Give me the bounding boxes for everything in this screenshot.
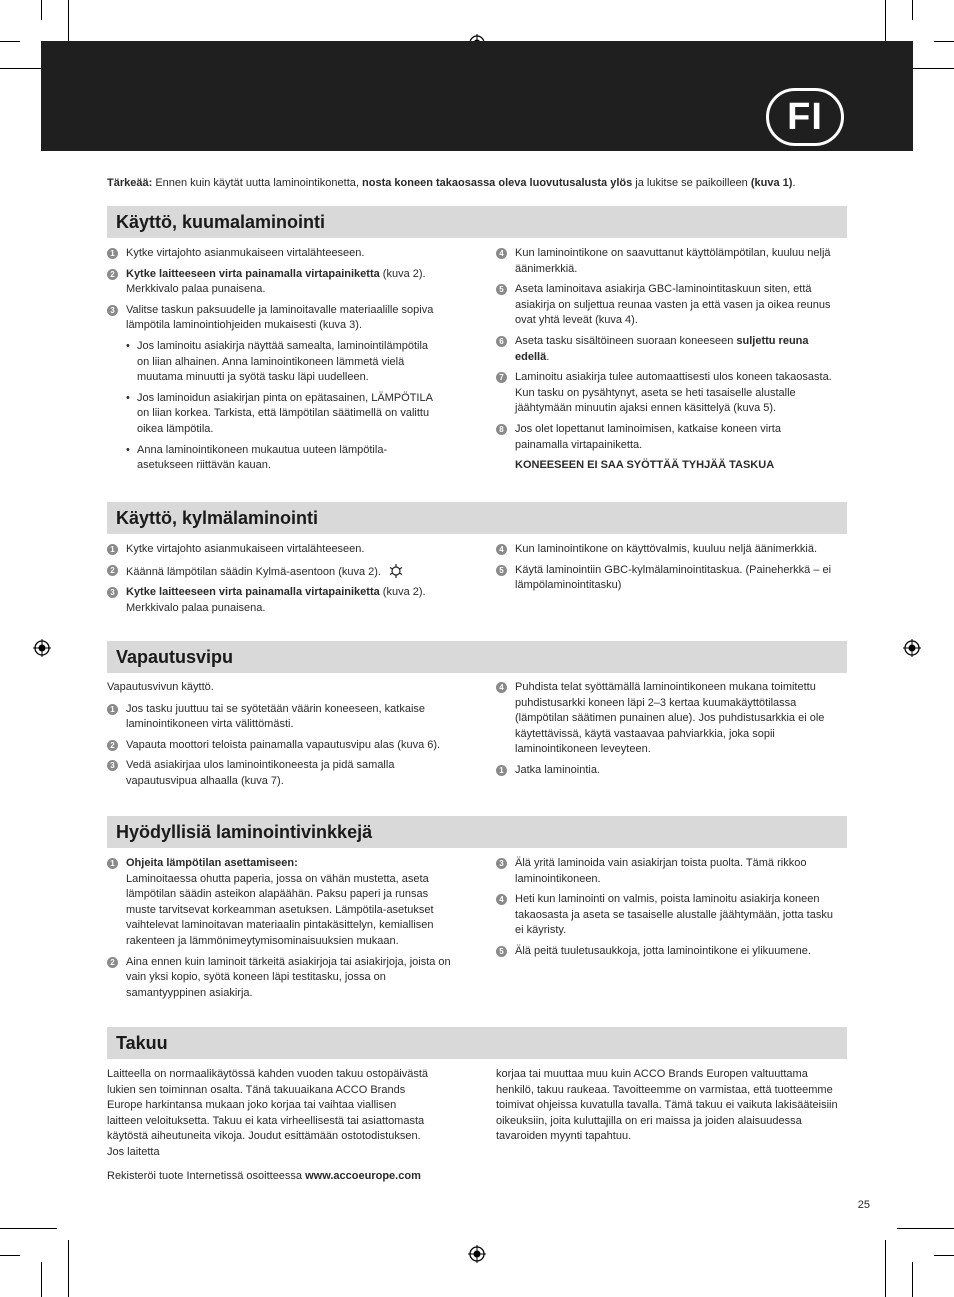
bullet-item: • Jos laminoitu asiakirja näyttää samealta, laminointilämpötila on liian alhainen. Anna laminointikoneen lämmetä vielä muutama minuutti ja syötä tasku läpi uudelleen. [107,339,443,386]
step-bold-text: Ohjeita lämpötilan asettamiseen: [126,857,298,869]
step-number: 2 [107,957,118,968]
step-text: . [546,350,550,363]
list-item [496,680,826,758]
intro-text: Ennen kuin käytät uutta laminointikonetta, [152,177,363,189]
crop-mark [0,1255,20,1256]
warranty-text: Laitteella on normaalikäytössä kahden vuoden takuu ostopäivästä lukien sen toiminnan osalta. Tänä takuuaikana ACCO Brands Europe harkintansa mukaan joko korjaa tai vaihtaa viallisen laitteen veloituksetta. Takuu ei kata virheellisestä tai asiattomasta käytöstä aiheutuneita vikoja. Joudut esittämään ostotodistuksen. Jos laitetta [107,1068,429,1158]
step-number: 2 [107,269,118,280]
step-number: 3 [496,858,507,869]
step-text: Aina ennen kuin laminoit tärkeitä asiakirjoja tai asiakirjoja, joista on vain yksi kopio, syötä koneen läpi testitasku, jossa on samantyyppinen asiakirja. [126,955,451,999]
step-text: Jatka laminointia. [515,763,600,776]
crop-mark [68,1240,69,1297]
list-item [107,563,443,581]
step-text: Jos olet lopettanut laminoimisen, katkaise koneen virta painamalla virtapainiketta. [515,422,781,451]
list-item [107,758,443,789]
left-column [107,542,443,621]
step-text: Käytä laminointiin GBC-kylmälaminointitaskua. (Paineherkkä – ei lämpölaminointitasku) [515,563,832,592]
step-number: 5 [496,565,507,576]
step-text: Älä yritä laminoida vain asiakirjan toista puolta. Tämä rikkoo laminointikoneen. [515,857,807,885]
intro-text: ja lukitse se paikoilleen [632,177,751,189]
registration-mark-icon [468,1245,486,1263]
step-number: 1 [496,765,507,776]
right-column [496,680,826,784]
step-number: 2 [107,740,118,751]
crop-mark [41,1262,42,1297]
warning-label: KONEESEEN EI SAA SYÖTTÄÄ TYHJÄÄ TASKUA [515,459,775,472]
step-text: Laminoitaessa ohutta paperia, jossa on vähän mustetta, aseta lämpötilan säädin asteikon alapäähän. Paksu paperi ja runsas muste tarvitsevat korkeamman asetuksen. Lämpötila-asetukset vaihtelevat laminoitavan materiaalin pintakäsittelyn, kemiallisen rakenteen ja lämmönimeytymisominaisuuksien mukaan. [126,872,434,947]
step-bold-text: suljettu reuna edellä [515,334,809,363]
list-item [107,856,459,950]
section-header [107,816,847,848]
step-text: (kuva 2). Merkkivalo palaa punaisena. [126,267,426,296]
step-text: Jos tasku juuttuu tai se syötetään väärin koneeseen, katkaise laminointikoneen virta välittömästi. [126,702,426,731]
list-item [107,955,459,1002]
list-item [107,267,443,298]
step-text: (kuva 2). Merkkivalo palaa punaisena. [126,586,426,614]
step-number: 6 [496,336,507,347]
step-text: Aseta laminoitava asiakirja GBC-laminointitaskuun siten, että asiakirja on suljettua reunaa vasten ja että vasen ja oikea reunus ovat yhtä leveät (kuva 4). [515,283,831,327]
section-title: Hyödyllisiä laminointivinkkejä [116,822,373,842]
list-item [496,944,837,960]
left-column [107,856,459,1006]
step-number: 8 [496,424,507,435]
crop-mark [0,41,20,42]
section-title: Takuu [116,1033,168,1053]
intro-figure-ref: (kuva 1) [750,177,793,189]
step-text: Laminoitu asiakirja tulee automaattisesti ulos koneen takaosasta. Kun tasku on pysähtynyt, aseta se heti tasaiselle alustalle jäähtymään minuutin ajaksi ennen käsittelyä (kuva 5). [515,371,832,415]
step-number: 5 [496,946,507,957]
warning-text [496,458,837,474]
step-text: Aseta tasku sisältöineen suoraan koneeseen [515,334,737,347]
list-item [496,856,837,887]
page-number: 25 [857,1199,870,1211]
list-item [107,303,443,334]
list-item [107,246,443,262]
language-badge: FI [766,88,844,146]
section-header [107,641,847,673]
step-number: 2 [107,565,118,576]
left-column [107,1067,433,1190]
right-column [496,246,837,479]
step-number: 7 [496,372,507,383]
step-text: Kytke virtajohto asianmukaiseen virtalähteeseen. [126,543,365,555]
step-text: Käännä lämpötilan säädin Kylmä-asentoon (kuva 2). [126,565,381,578]
warranty-text: korjaa tai muuttaa muu kuin ACCO Brands Europen valtuuttama henkilö, takuu raukeaa. Tavoitteemme on varmistaa, että tuotteemme toimivat ohjeissa kuvatulla tavalla. Tämä takuu ei vaikuta lakisääteisiin oikeuksiin, joita kuluttajilla on eri maissa ja joiden alaisuudessa tavaroiden myynti tapahtuu. [496,1068,838,1143]
right-column [496,542,837,599]
step-number: 4 [496,894,507,905]
step-number: 4 [496,248,507,259]
list-item [496,370,837,417]
right-column [496,1067,848,1151]
crop-mark [934,41,954,42]
intro-text: . [792,177,796,189]
step-text: Heti kun laminointi on valmis, poista laminoitu asiakirja koneen takaosasta ja aseta se tasaiselle alustalle jäähtymään, jotta tasku ei käyristy. [515,893,833,937]
step-text: Älä peitä tuuletusaukkoja, jotta laminointikone ei ylikuumene. [515,944,811,957]
list-item [107,542,443,558]
section-title: Käyttö, kylmälaminointi [116,508,319,528]
step-bold-text: Kytke laitteeseen virta painamalla virtapainiketta [126,267,380,280]
step-text: Puhdista telat syöttämällä laminointikoneen mukana toimitettu puhdistusarkki koneen läpi 2–3 kertaa kuumakäyttötilassa (lämpötilan säätimen punainen alue). Jos puhdistusarkkia ei ole käytettävissä, käytä vastaavaa pahviarkkia, joka sopii laminointikoneen leveyteen. [515,681,825,756]
list-item [496,422,837,453]
crop-mark [934,1255,954,1256]
crop-mark [885,1240,886,1297]
step-text: Kun laminointikone on saavuttanut käyttölämpötilan, kuuluu neljä äänimerkkiä. [515,247,831,275]
step-text: Kytke virtajohto asianmukaiseen virtalähteeseen. [126,247,365,259]
section-title: Käyttö, kuumalaminointi [116,212,326,232]
list-item [107,738,443,754]
register-line [107,1169,433,1185]
crop-mark [912,1262,913,1297]
list-item [496,892,837,939]
left-column [107,246,443,479]
list-item [107,585,443,616]
list-item [107,702,443,733]
list-item [496,763,826,779]
section-header [107,1027,847,1059]
step-text: Vapauta moottori teloista painamalla vapautusvipu alas (kuva 6). [126,738,441,751]
step-text: Vedä asiakirjaa ulos laminointikoneesta ja pidä samalla vapautusvipua alhaalla (kuva 7). [126,759,395,787]
step-number: 5 [496,284,507,295]
crop-mark [0,1228,57,1229]
step-number: 1 [107,704,118,715]
step-number: 3 [107,587,118,598]
step-number: 3 [107,305,118,316]
step-number: 3 [107,760,118,771]
registration-mark-icon [33,639,51,657]
list-item [496,563,837,594]
list-item [496,246,837,277]
crop-mark [897,1228,954,1229]
step-text: Kun laminointikone on käyttövalmis, kuuluu neljä äänimerkkiä. [515,543,818,555]
lead-text: Vapautusvivun käyttö. [107,681,214,693]
register-link[interactable]: www.accoeurope.com [305,1169,421,1182]
list-item [496,282,837,329]
bullet-item: • Anna laminointikoneen mukautua uuteen lämpötila-asetukseen riittävän kauan. [107,443,443,474]
step-number: 4 [496,544,507,555]
header-banner [41,41,913,151]
crop-mark [912,0,913,20]
crop-mark [41,0,42,20]
step-number: 1 [107,858,118,869]
step-number: 1 [107,248,118,259]
list-item [496,542,837,558]
intro-note [107,176,847,191]
list-item [496,334,837,365]
registration-mark-icon [903,639,921,657]
right-column [496,856,837,965]
section-header [107,502,847,534]
section-title: Vapautusvipu [116,647,234,667]
section-header [107,206,847,238]
left-column [107,680,443,795]
step-text: Valitse taskun paksuudelle ja laminoitavalle materiaalille sopiva lämpötila laminointiohjeiden mukaisesti (kuva 3). [126,303,434,332]
step-bold-text: Kytke laitteeseen virta painamalla virtapainiketta [126,586,380,599]
register-text: Rekisteröi tuote Internetissä osoitteessa [107,1169,306,1182]
step-number: 1 [107,544,118,555]
intro-bold: nosta koneen takaosassa oleva luovutusalusta ylös [362,177,633,189]
snowflake-icon [388,563,404,579]
intro-label: Tärkeää: [107,177,153,189]
bullet-item: • Jos laminoidun asiakirjan pinta on epätasainen, LÄMPÖTILA on liian korkea. Tarkista, että lämpötilan säätimellä on valittu oikea lämpötila. [107,391,443,438]
step-number: 4 [496,682,507,693]
